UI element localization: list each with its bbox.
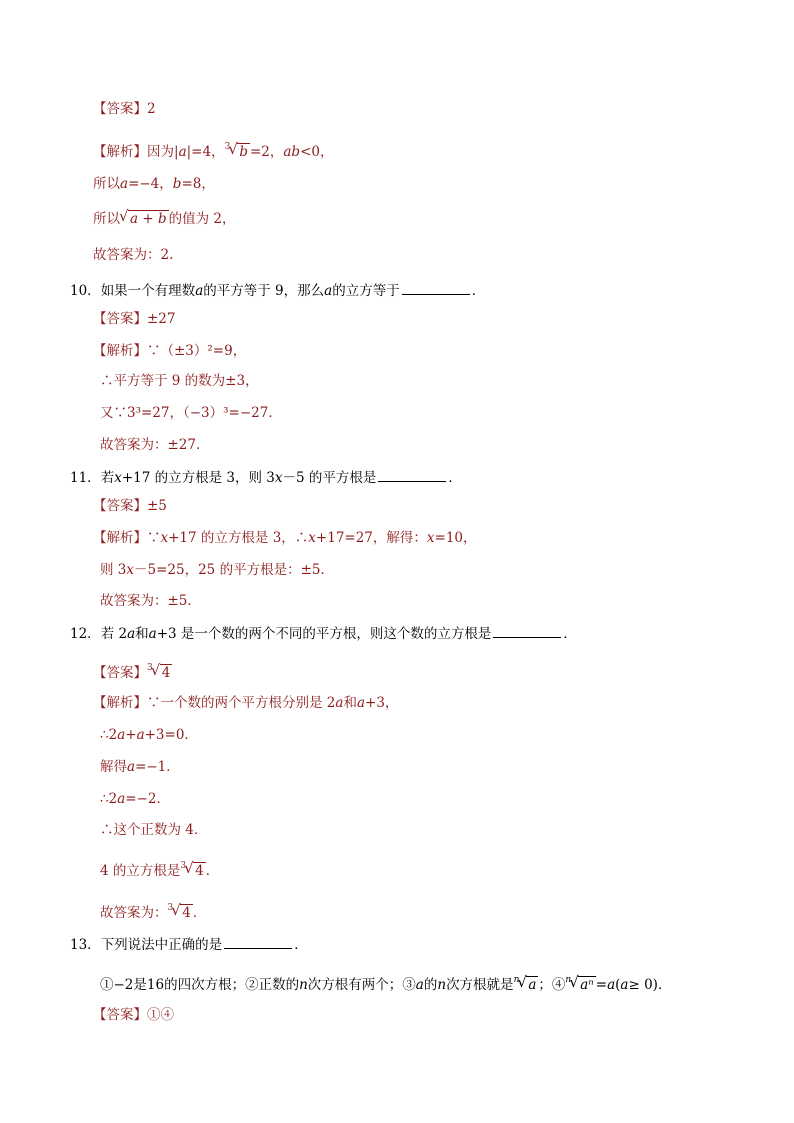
q11-analysis-line-2: 则 3x－5=25，25 的平方根是：±5． — [100, 562, 334, 578]
q9-analysis-line-1: 【解析】因为|a|=4，$^3$√ b =2，ab<0， — [93, 138, 333, 161]
q12-analysis-line-7: 故答案为：$^3$√ 4 ． — [100, 899, 206, 922]
question-number: 12． — [70, 626, 101, 642]
q10-analysis-line-1: 【解析】∵（±3）²=9， — [93, 343, 247, 359]
answer-tag: 【答案】 — [93, 311, 147, 327]
analysis-tag: 【解析】 — [93, 144, 147, 160]
answer-tag: 【答案】 — [93, 498, 147, 514]
q12-analysis-line-5: ∴这个正数为 4． — [100, 822, 208, 838]
q13-options: ①−2是16的四次方根；②正数的n次方根有两个；③a的n次方根就是$^n$√ a ；④$^n$√ aⁿ =a(a≥ 0)． — [100, 971, 671, 994]
question-number: 10． — [70, 283, 101, 299]
analysis-tag: 【解析】 — [93, 695, 147, 711]
question-11: 11．若x+17 的立方根是 3，则 3x－5 的平方根是 ． — [70, 467, 462, 487]
answer-value: ±27 — [147, 311, 176, 327]
q13-answer-line — [93, 1006, 174, 1024]
q9-analysis-line-4: 故答案为：2. — [93, 247, 174, 263]
nth-root-a-to-n: √ aⁿ — [578, 976, 596, 993]
question-12: 12．若 2a和a+3 是一个数的两个不同的平方根，则这个数的立方根是 ． — [70, 623, 577, 643]
cube-root-b: √ b — [237, 143, 250, 160]
analysis-tag: 【解析】 — [93, 343, 147, 359]
answer-blank — [493, 623, 561, 638]
q11-analysis-line-3: 故答案为：±5． — [100, 593, 201, 609]
q9-analysis-line-3: 所以√ a + b 的值为 2， — [93, 210, 235, 228]
q12-analysis-line-3: 解得a=−1． — [100, 759, 180, 775]
answer-tag: 【答案】 — [93, 1007, 147, 1023]
answer-blank — [224, 934, 292, 949]
cube-root-4: √ 4 — [193, 862, 206, 879]
q11-analysis-line-1: 【解析】∵x+17 的立方根是 3，∴x+17=27，解得：x=10， — [93, 530, 477, 546]
q12-analysis-line-4: ∴2a=−2． — [100, 791, 170, 807]
nth-root-a: √ a — [526, 976, 538, 993]
q12-analysis-line-2: ∴2a+a+3=0． — [100, 727, 198, 743]
answer-value: 2 — [147, 101, 156, 117]
q10-analysis-line-4: 故答案为：±27． — [100, 437, 210, 453]
q10-analysis-line-3: 又∵3³=27，（−3）³=−27． — [100, 405, 282, 421]
answer-blank — [402, 280, 470, 295]
answer-tag: 【答案】 — [93, 101, 147, 117]
answer-value: ①④ — [147, 1007, 174, 1023]
analysis-tag: 【解析】 — [93, 530, 147, 546]
question-number: 13． — [70, 937, 101, 953]
q11-answer-line — [93, 497, 167, 515]
sqrt-a-plus-b: √ a + b — [128, 210, 169, 227]
q9-answer-line — [93, 100, 156, 118]
q10-answer-line — [93, 310, 176, 328]
answer-tag: 【答案】 — [93, 665, 147, 681]
cube-root-4: √ 4 — [180, 904, 193, 921]
question-number: 11． — [70, 470, 101, 486]
q10-analysis-line-2: ∴平方等于 9 的数为±3， — [100, 373, 259, 389]
cube-root-4: √ 4 — [160, 664, 173, 681]
question-10: 10．如果一个有理数a的平方等于 9，那么a的立方等于 ． — [70, 280, 485, 300]
q12-analysis-line-6: 4 的立方根是$^3$√ 4 ． — [100, 857, 219, 880]
answer-blank — [378, 467, 446, 482]
answer-value: ±5 — [147, 498, 167, 514]
q12-analysis-line-1: 【解析】∵一个数的两个平方根分别是 2a和a+3， — [93, 695, 399, 711]
question-13: 13．下列说法中正确的是 ． — [70, 934, 308, 954]
q9-analysis-line-2: 所以a=−4，b=8， — [93, 176, 215, 192]
q12-answer-line: 【答案】$^3$√ 4 — [93, 659, 172, 682]
